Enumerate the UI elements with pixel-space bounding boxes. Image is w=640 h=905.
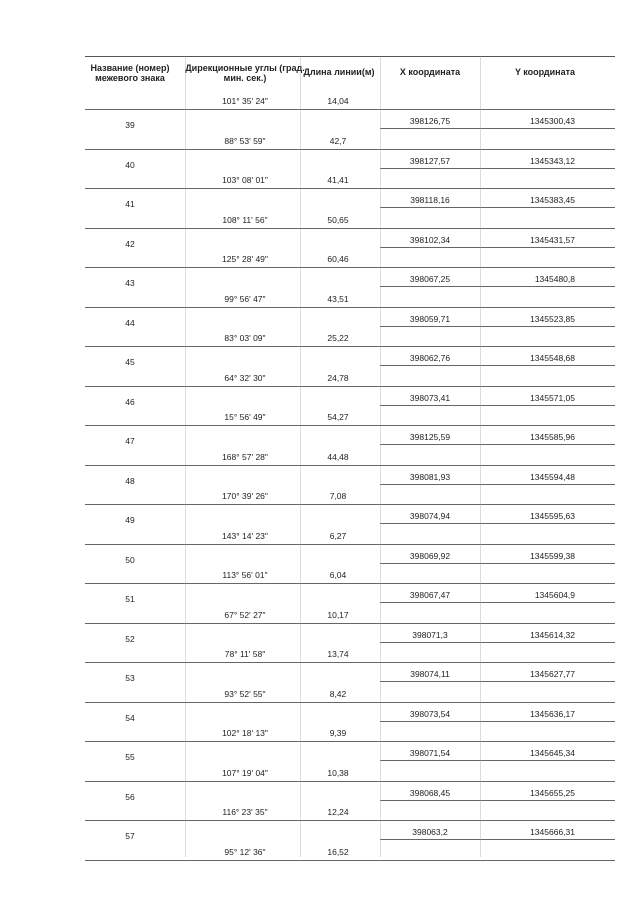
point-name: 57 (125, 831, 135, 841)
row-divider (85, 307, 615, 308)
y-coordinate: 1345655,25 (530, 787, 575, 798)
direction-angle: 116° 23' 35" (222, 807, 268, 817)
y-coordinate: 1345645,34 (530, 748, 575, 758)
x-coordinate: 398073,41 (409, 392, 451, 403)
y-coordinate: 1345636,17 (530, 708, 575, 719)
direction-angle: 103° 08' 01" (222, 175, 268, 185)
x-coordinate: 398081,93 (409, 471, 451, 482)
line-length: 10,38 (327, 767, 349, 778)
row-divider (380, 405, 615, 406)
header-angle: Дирекционные углы (град. мин. сек.) (185, 63, 305, 83)
row-divider (380, 681, 615, 682)
row-divider (380, 207, 615, 208)
direction-angle: 102° 18' 13" (222, 728, 268, 738)
row-divider (380, 128, 615, 129)
line-length: 10,17 (327, 609, 349, 620)
x-coordinate: 398067,25 (409, 274, 451, 284)
row-divider (380, 839, 615, 840)
row-divider (380, 326, 615, 327)
point-name: 46 (125, 396, 135, 407)
line-length: 43,51 (327, 293, 349, 304)
row-divider (380, 602, 615, 603)
direction-angle: 15° 56' 49" (224, 412, 266, 422)
row-divider (85, 623, 615, 624)
y-coordinate: 1345604,9 (534, 590, 575, 600)
row-divider (380, 168, 615, 169)
line-length: 8,42 (329, 688, 347, 699)
y-coordinate: 1345571,05 (530, 392, 575, 403)
point-name: 41 (125, 199, 135, 209)
x-coordinate: 398074,11 (410, 669, 450, 679)
x-coordinate: 398074,94 (409, 511, 451, 521)
row-divider (85, 386, 615, 387)
header-name: Название (номер) межевого знака (90, 63, 170, 83)
direction-angle: 78° 11' 58" (224, 649, 266, 659)
y-coordinate: 1345343,12 (530, 155, 575, 166)
row-divider (85, 781, 615, 782)
row-divider (85, 662, 615, 663)
row-divider (380, 247, 615, 248)
x-coordinate: 398118,16 (410, 195, 450, 205)
x-coordinate: 398067,47 (409, 590, 451, 600)
direction-angle: 113° 56' 01" (222, 570, 268, 580)
row-divider (85, 544, 615, 545)
x-coordinate: 398127,57 (409, 155, 451, 166)
point-name: 54 (125, 712, 135, 723)
x-coordinate: 398068,45 (409, 787, 451, 798)
direction-angle: 125° 28' 49" (222, 254, 268, 264)
direction-angle: 64° 32' 30" (224, 372, 266, 383)
line-length: 24,78 (327, 372, 349, 383)
point-name: 47 (125, 436, 135, 446)
point-name: 52 (125, 633, 135, 644)
row-divider (85, 228, 615, 229)
row-divider (380, 365, 615, 366)
row-divider (85, 149, 615, 150)
header-length: Длина линии(м) (303, 67, 375, 77)
x-coordinate: 398071,3 (412, 629, 448, 640)
line-length: 54,27 (327, 412, 349, 422)
table-header (85, 56, 615, 91)
column-divider (480, 56, 481, 857)
point-name: 48 (125, 475, 135, 486)
direction-angle: 108° 11' 56" (222, 214, 268, 225)
x-coordinate: 398126,75 (409, 116, 451, 126)
direction-angle: 67° 52' 27" (224, 609, 266, 620)
x-coordinate: 398069,92 (409, 550, 451, 561)
point-name: 40 (125, 159, 135, 170)
column-divider (300, 56, 301, 857)
row-divider (85, 820, 615, 821)
y-coordinate: 1345627,77 (530, 669, 575, 679)
x-coordinate: 398063,2 (412, 827, 448, 837)
point-name: 43 (125, 278, 135, 288)
row-divider (85, 267, 615, 268)
line-length: 9,39 (329, 728, 347, 738)
row-divider (85, 702, 615, 703)
x-coordinate: 398062,76 (409, 353, 451, 363)
line-length: 13,74 (327, 649, 349, 659)
row-divider (380, 484, 615, 485)
y-coordinate: 1345548,68 (530, 353, 575, 363)
y-coordinate: 1345594,48 (530, 471, 575, 482)
line-length: 16,52 (327, 846, 349, 857)
x-coordinate: 398071,54 (409, 748, 451, 758)
y-coordinate: 1345666,31 (530, 827, 575, 837)
direction-angle: 99° 56' 47" (224, 293, 266, 304)
row-divider (85, 860, 615, 861)
line-length: 6,04 (329, 570, 347, 580)
line-length: 25,22 (327, 333, 349, 343)
direction-angle: 93° 52' 55" (224, 688, 266, 699)
x-coordinate: 398073,54 (409, 708, 451, 719)
line-length: 6,27 (329, 530, 347, 541)
y-coordinate: 1345585,96 (530, 432, 575, 442)
line-length: 60,46 (327, 254, 349, 264)
direction-angle: 143° 14' 23" (222, 530, 268, 541)
direction-angle: 168° 57' 28" (222, 451, 268, 462)
column-divider (380, 56, 381, 857)
row-divider (380, 444, 615, 445)
direction-angle: 95° 12' 36" (224, 846, 266, 857)
row-divider (85, 188, 615, 189)
row-divider (85, 465, 615, 466)
line-length: 12,24 (327, 807, 349, 817)
point-name: 53 (125, 673, 135, 683)
point-name: 55 (125, 752, 135, 762)
row-divider (85, 741, 615, 742)
y-coordinate: 1345523,85 (530, 313, 575, 324)
point-name: 50 (125, 554, 135, 565)
x-coordinate: 398125,59 (409, 432, 451, 442)
row-divider (380, 286, 615, 287)
direction-angle: 88° 53' 59" (224, 135, 266, 146)
line-length: 50,65 (327, 214, 349, 225)
y-coordinate: 1345480,8 (534, 274, 575, 284)
point-name: 49 (125, 515, 135, 525)
row-divider (85, 109, 615, 110)
direction-angle: 101° 35' 24" (222, 96, 268, 106)
x-coordinate: 398102,34 (409, 234, 451, 245)
row-divider (380, 760, 615, 761)
y-coordinate: 1345431,57 (530, 234, 575, 245)
line-length: 41,41 (327, 175, 349, 185)
row-divider (85, 425, 615, 426)
x-coordinate: 398059,71 (409, 313, 451, 324)
direction-angle: 170° 39' 26" (222, 491, 268, 501)
point-name: 39 (125, 120, 135, 130)
point-name: 42 (125, 238, 135, 249)
line-length: 44,48 (327, 451, 349, 462)
row-divider (380, 523, 615, 524)
y-coordinate: 1345614,32 (530, 629, 575, 640)
y-coordinate: 1345383,45 (530, 195, 575, 205)
column-divider (185, 56, 186, 857)
point-name: 45 (125, 357, 135, 367)
row-divider (380, 642, 615, 643)
row-divider (85, 504, 615, 505)
direction-angle: 107° 19' 04" (222, 767, 268, 778)
row-divider (380, 800, 615, 801)
point-name: 51 (125, 594, 135, 604)
row-divider (85, 583, 615, 584)
row-divider (85, 346, 615, 347)
line-length: 14,04 (327, 96, 349, 106)
row-divider (380, 721, 615, 722)
y-coordinate: 1345300,43 (530, 116, 575, 126)
y-coordinate: 1345599,38 (530, 550, 575, 561)
point-name: 44 (125, 317, 135, 328)
direction-angle: 83° 03' 09" (224, 333, 266, 343)
point-name: 56 (125, 791, 135, 802)
line-length: 42,7 (329, 135, 347, 146)
y-coordinate: 1345595,63 (530, 511, 575, 521)
header-x: X координата (399, 67, 461, 77)
row-divider (380, 563, 615, 564)
line-length: 7,08 (329, 491, 347, 501)
header-y: Y координата (514, 67, 576, 77)
